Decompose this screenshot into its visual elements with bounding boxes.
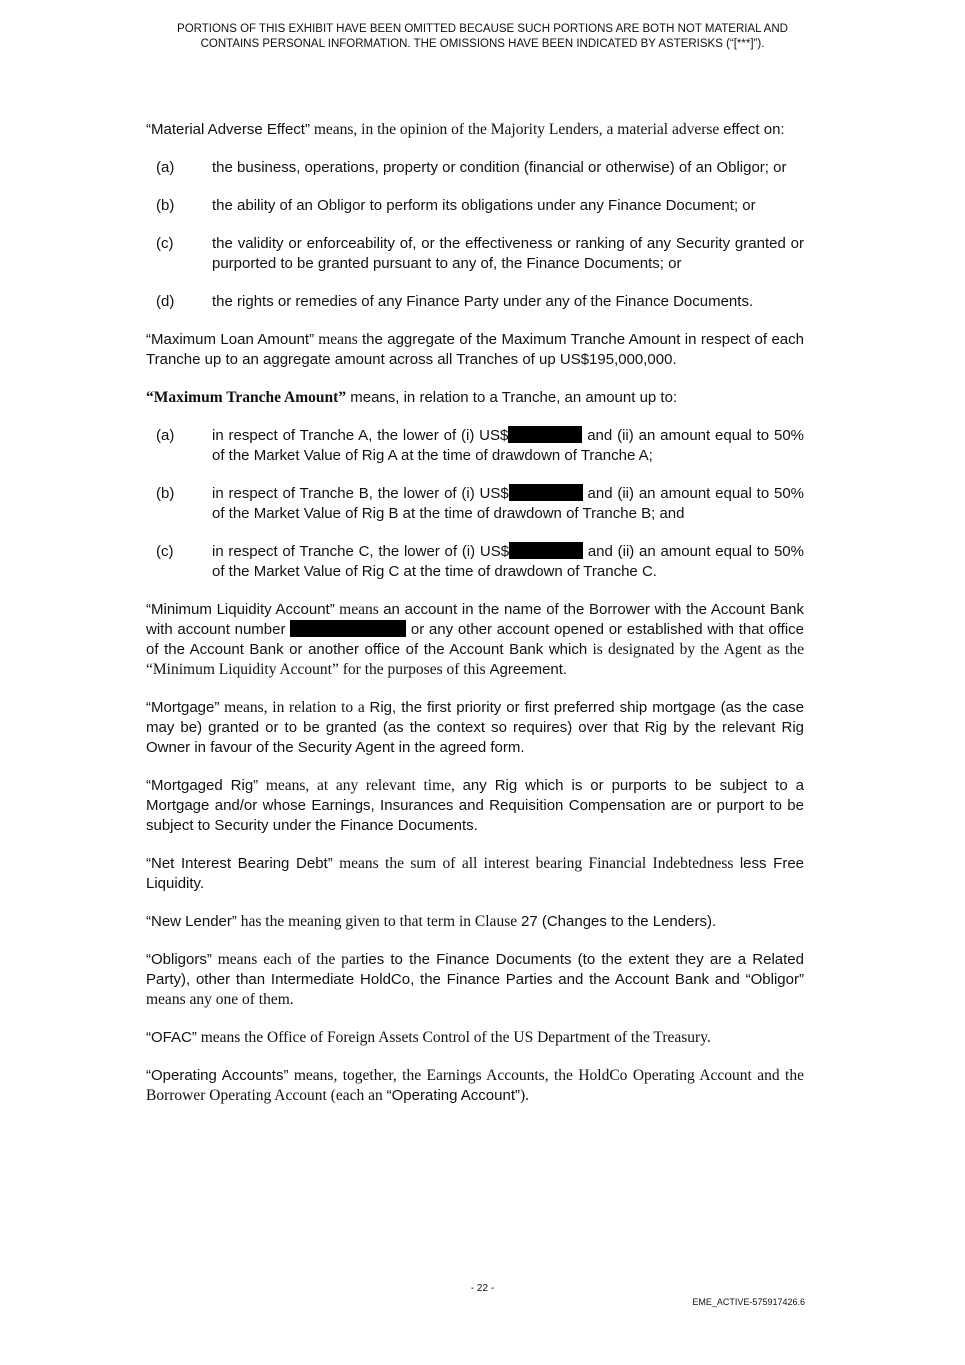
definition-mortgaged-rig: [146, 776, 804, 836]
definition-text: means: [314, 331, 362, 348]
definition-text: effect on:: [723, 121, 785, 138]
omission-notice-header: [120, 22, 845, 52]
definition-mortgage: [146, 698, 804, 758]
defined-term: “Operating Accounts”: [146, 1067, 289, 1084]
list-item: [146, 542, 804, 582]
definition-minimum-liquidity-account: [146, 600, 804, 680]
definition-operating-accounts: [146, 1066, 804, 1106]
item-label: (c): [156, 235, 174, 252]
list-item: [146, 196, 804, 216]
definition-text: Agreement.: [489, 661, 568, 678]
definition-text: less Free Liquidity.: [146, 855, 805, 892]
definition-text: means, together, the Earnings Accounts, the HoldCo Operating Account and the Borrower Operating Account (each an: [146, 1067, 804, 1104]
definition-text: ties to the Finance Documents (to the extent they are a Related Party), other than Intermediate HoldCo, the Finance Parties and the Account Bank and: [146, 951, 804, 988]
definition-text: means: [334, 601, 384, 618]
definition-text: or any other account opened or established with that office of the Account Bank or another office of the Account Bank which: [146, 621, 804, 658]
item-text: the ability of an Obligor to perform its obligations under any Finance Document; or: [212, 197, 756, 214]
definition-text: is designated by the Agent as the “Minimum Liquidity Account” for the purposes of this: [146, 641, 804, 678]
definition-text: has the meaning given to that term in Clause: [236, 913, 521, 930]
defined-term: “Maximum Loan Amount”: [146, 331, 315, 348]
definition-net-interest-bearing-debt: [146, 854, 804, 894]
item-label: (a): [156, 159, 175, 176]
item-text: in respect of Tranche B, the lower of (i) US$: [212, 485, 509, 502]
item-text: the validity or enforceability of, or the effectiveness or ranking of any Security granted or purported to be granted pursuant to any of, the Finance Documents; or: [212, 235, 804, 272]
page-number: - 22 -: [470, 1283, 495, 1294]
item-label: (c): [156, 543, 174, 560]
redaction-block: [290, 620, 406, 637]
defined-term: “Net Interest Bearing Debt”: [146, 855, 333, 872]
definition-text: means any one of them.: [146, 991, 294, 1008]
item-text: and (ii) an amount equal to 50% of the Market Value of Rig B at the time of drawdown of Tranche B; and: [212, 485, 804, 522]
item-label: (a): [156, 427, 175, 444]
item-text: in respect of Tranche C, the lower of (i) US$: [212, 543, 510, 560]
item-label: (b): [156, 485, 175, 502]
list-item: [146, 426, 804, 466]
definition-text: means each of the par: [211, 951, 361, 968]
definition-obligors: [146, 950, 804, 1010]
definition-new-lender: [146, 912, 804, 932]
definition-text: means the Office of Foreign Assets Control of the US Department of the Treasury.: [196, 1029, 711, 1046]
item-label: (b): [156, 197, 175, 214]
list-item: [146, 292, 804, 312]
list-item: [146, 484, 804, 524]
definition-text: means the sum of all interest bearing Financial Indebtedness: [332, 855, 740, 872]
item-text: in respect of Tranche A, the lower of (i) US$: [212, 427, 509, 444]
redaction-block: [509, 484, 583, 501]
list-item: [146, 158, 804, 178]
defined-term: “Obligors”: [146, 951, 212, 968]
definition-text: means, in the opinion of the Majority Lenders, a material adverse: [309, 121, 724, 138]
definition-maximum-loan-amount: [146, 330, 804, 370]
defined-term: “Mortgaged Rig”: [146, 777, 259, 794]
defined-term: “Mortgage”: [146, 699, 220, 716]
item-text: the rights or remedies of any Finance Party under any of the Finance Documents.: [212, 293, 754, 310]
item-label: (d): [156, 293, 175, 310]
defined-term: “Maximum Tranche Amount”: [146, 389, 347, 406]
defined-term: “Minimum Liquidity Account”: [146, 601, 335, 618]
defined-term: “Obligor”: [745, 971, 804, 988]
definition-text: means, in relation to a Tranche, an amount up to:: [346, 389, 678, 406]
defined-term: “Material Adverse Effect”: [146, 121, 310, 138]
defined-term: “Operating Account”: [386, 1087, 520, 1104]
header-line-2: CONTAINS PERSONAL INFORMATION. THE OMISSIONS HAVE BEEN INDICATED BY ASTERISKS (“[***]”).: [200, 38, 765, 50]
definition-text: the aggregate of the Maximum Tranche Amount in respect of each Tranche up to an aggregate amount across all Tranches of up US$195,000,000.: [146, 331, 804, 368]
item-text: and (ii) an amount equal to 50% of the Market Value of Rig C at the time of drawdown of Tranche C.: [212, 543, 804, 580]
definition-text: means, in relation to a: [219, 699, 370, 716]
list-item: [146, 234, 804, 274]
definition-text: an account in the name of the Borrower with the Account Bank with account number: [146, 601, 804, 638]
defined-term: “OFAC”: [146, 1029, 197, 1046]
definition-material-adverse-effect: [146, 120, 804, 140]
header-line-1: PORTIONS OF THIS EXHIBIT HAVE BEEN OMITTED BECAUSE SUCH PORTIONS ARE BOTH NOT MATERIAL AND: [177, 23, 788, 35]
definition-ofac: [146, 1028, 804, 1048]
redaction-block: [509, 542, 583, 559]
item-text: the business, operations, property or condition (financial or otherwise) of an Obligor; or: [212, 159, 787, 176]
document-id: EME_ACTIVE-575917426.6: [692, 1297, 805, 1307]
definition-text: any Rig which is or purports to be subject to a Mortgage and/or whose Earnings, Insurances and Requisition Compensation are or purport to be subject to Security under the Finance Documents.: [146, 777, 804, 834]
definition-text: means, at any relevant time,: [258, 777, 463, 794]
defined-term: “New Lender”: [146, 913, 237, 930]
definition-text: ).: [520, 1087, 530, 1104]
definition-maximum-tranche-amount: [146, 388, 804, 408]
definition-text: Rig, the first priority or first preferred ship mortgage (as the case may be) granted or to be granted (as the context so requires) over that Rig by the relevant Rig Owner in favour of the Security Agent in the agreed form.: [146, 699, 804, 756]
definition-text: 27 (Changes to the Lenders).: [520, 913, 717, 930]
redaction-block: [508, 426, 582, 443]
definitions-section: [146, 120, 804, 1124]
item-text: and (ii) an amount equal to 50% of the Market Value of Rig A at the time of drawdown of Tranche A;: [212, 427, 804, 464]
